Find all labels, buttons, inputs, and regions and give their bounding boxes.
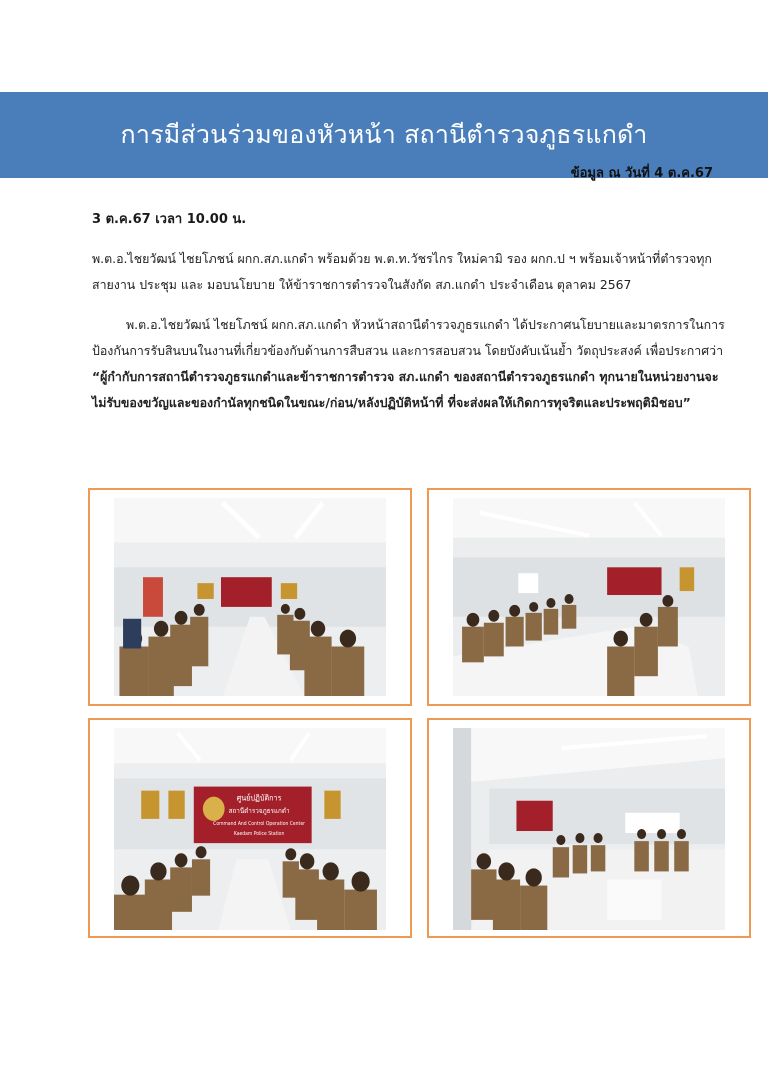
meeting-photo-4: [427, 718, 751, 938]
policy-lead-text: พ.ต.อ.ไชยวัฒน์ ไชยโภชน์ ผกก.สภ.แกดำ หัวหน้าสถานีตำรวจภูธรแกดำ ได้ประกาศนโยบายและมาตรการในการป้องกันการรับสินบนในงานที่เกี่ยวข้องกับด้านการสืบสวน และการสอบสวน โดยบังคับเน้นย้ำ วัตถุประสงค์ เพื่อประกาศว่า: [92, 317, 725, 358]
sign-english-1: Command And Control Operation Center: [213, 821, 305, 828]
paragraph-policy: [92, 312, 732, 416]
report-date: 3 ต.ค.67 เวลา 10.00 น.: [92, 212, 247, 227]
sign-title: ศูนย์ปฏิบัติการ: [236, 793, 282, 803]
sign-subtitle: สถานีตำรวจภูธรแกดำ: [228, 806, 290, 815]
paragraph-meeting: พ.ต.อ.ไชยวัฒน์ ไชยโภชน์ ผกก.สภ.แกดำ พร้อมด้วย พ.ต.ท.วัชรไกร ใหม่คามิ รอง ผกก.ป ฯ พร้อมเจ้าหน้าที่ตำรวจทุกสายงาน ประชุม และ มอบนโยบาย ให้ข้าราชการตำรวจในสังกัด สภ.แกดำ ประจำเดือน ตุลาคม 2567: [92, 251, 712, 292]
as-of-date: ข้อมูล ณ วันที่ 4 ต.ค.67: [570, 166, 713, 181]
meeting-photo-1: [88, 488, 412, 706]
policy-quote: “ผู้กำกับการสถานีตำรวจภูธรแกดำและข้าราชการตำรวจ สภ.แกดำ ของสถานีตำรวจภูธรแกดำ ทุกนายในหน่วยงานจะไม่รับของขวัญและของกำนัลทุกชนิดในขณะ/ก่อน/หลังปฏิบัติหน้าที่ ที่จะส่งผลให้เกิดการทุจริตและประพฤติมิชอบ”: [92, 369, 719, 410]
meeting-scene-2: [453, 498, 725, 696]
sign-english-2: Kaedam Police Station: [233, 831, 285, 838]
meeting-scene-3: [114, 728, 386, 930]
meeting-photo-3: [88, 718, 412, 938]
meeting-scene-1: [114, 498, 386, 696]
meeting-scene-4: [453, 728, 725, 930]
meeting-photo-2: [427, 488, 751, 706]
page-title: การมีส่วนร่วมของหัวหน้า สถานีตำรวจภูธรแกดำ: [120, 120, 648, 149]
